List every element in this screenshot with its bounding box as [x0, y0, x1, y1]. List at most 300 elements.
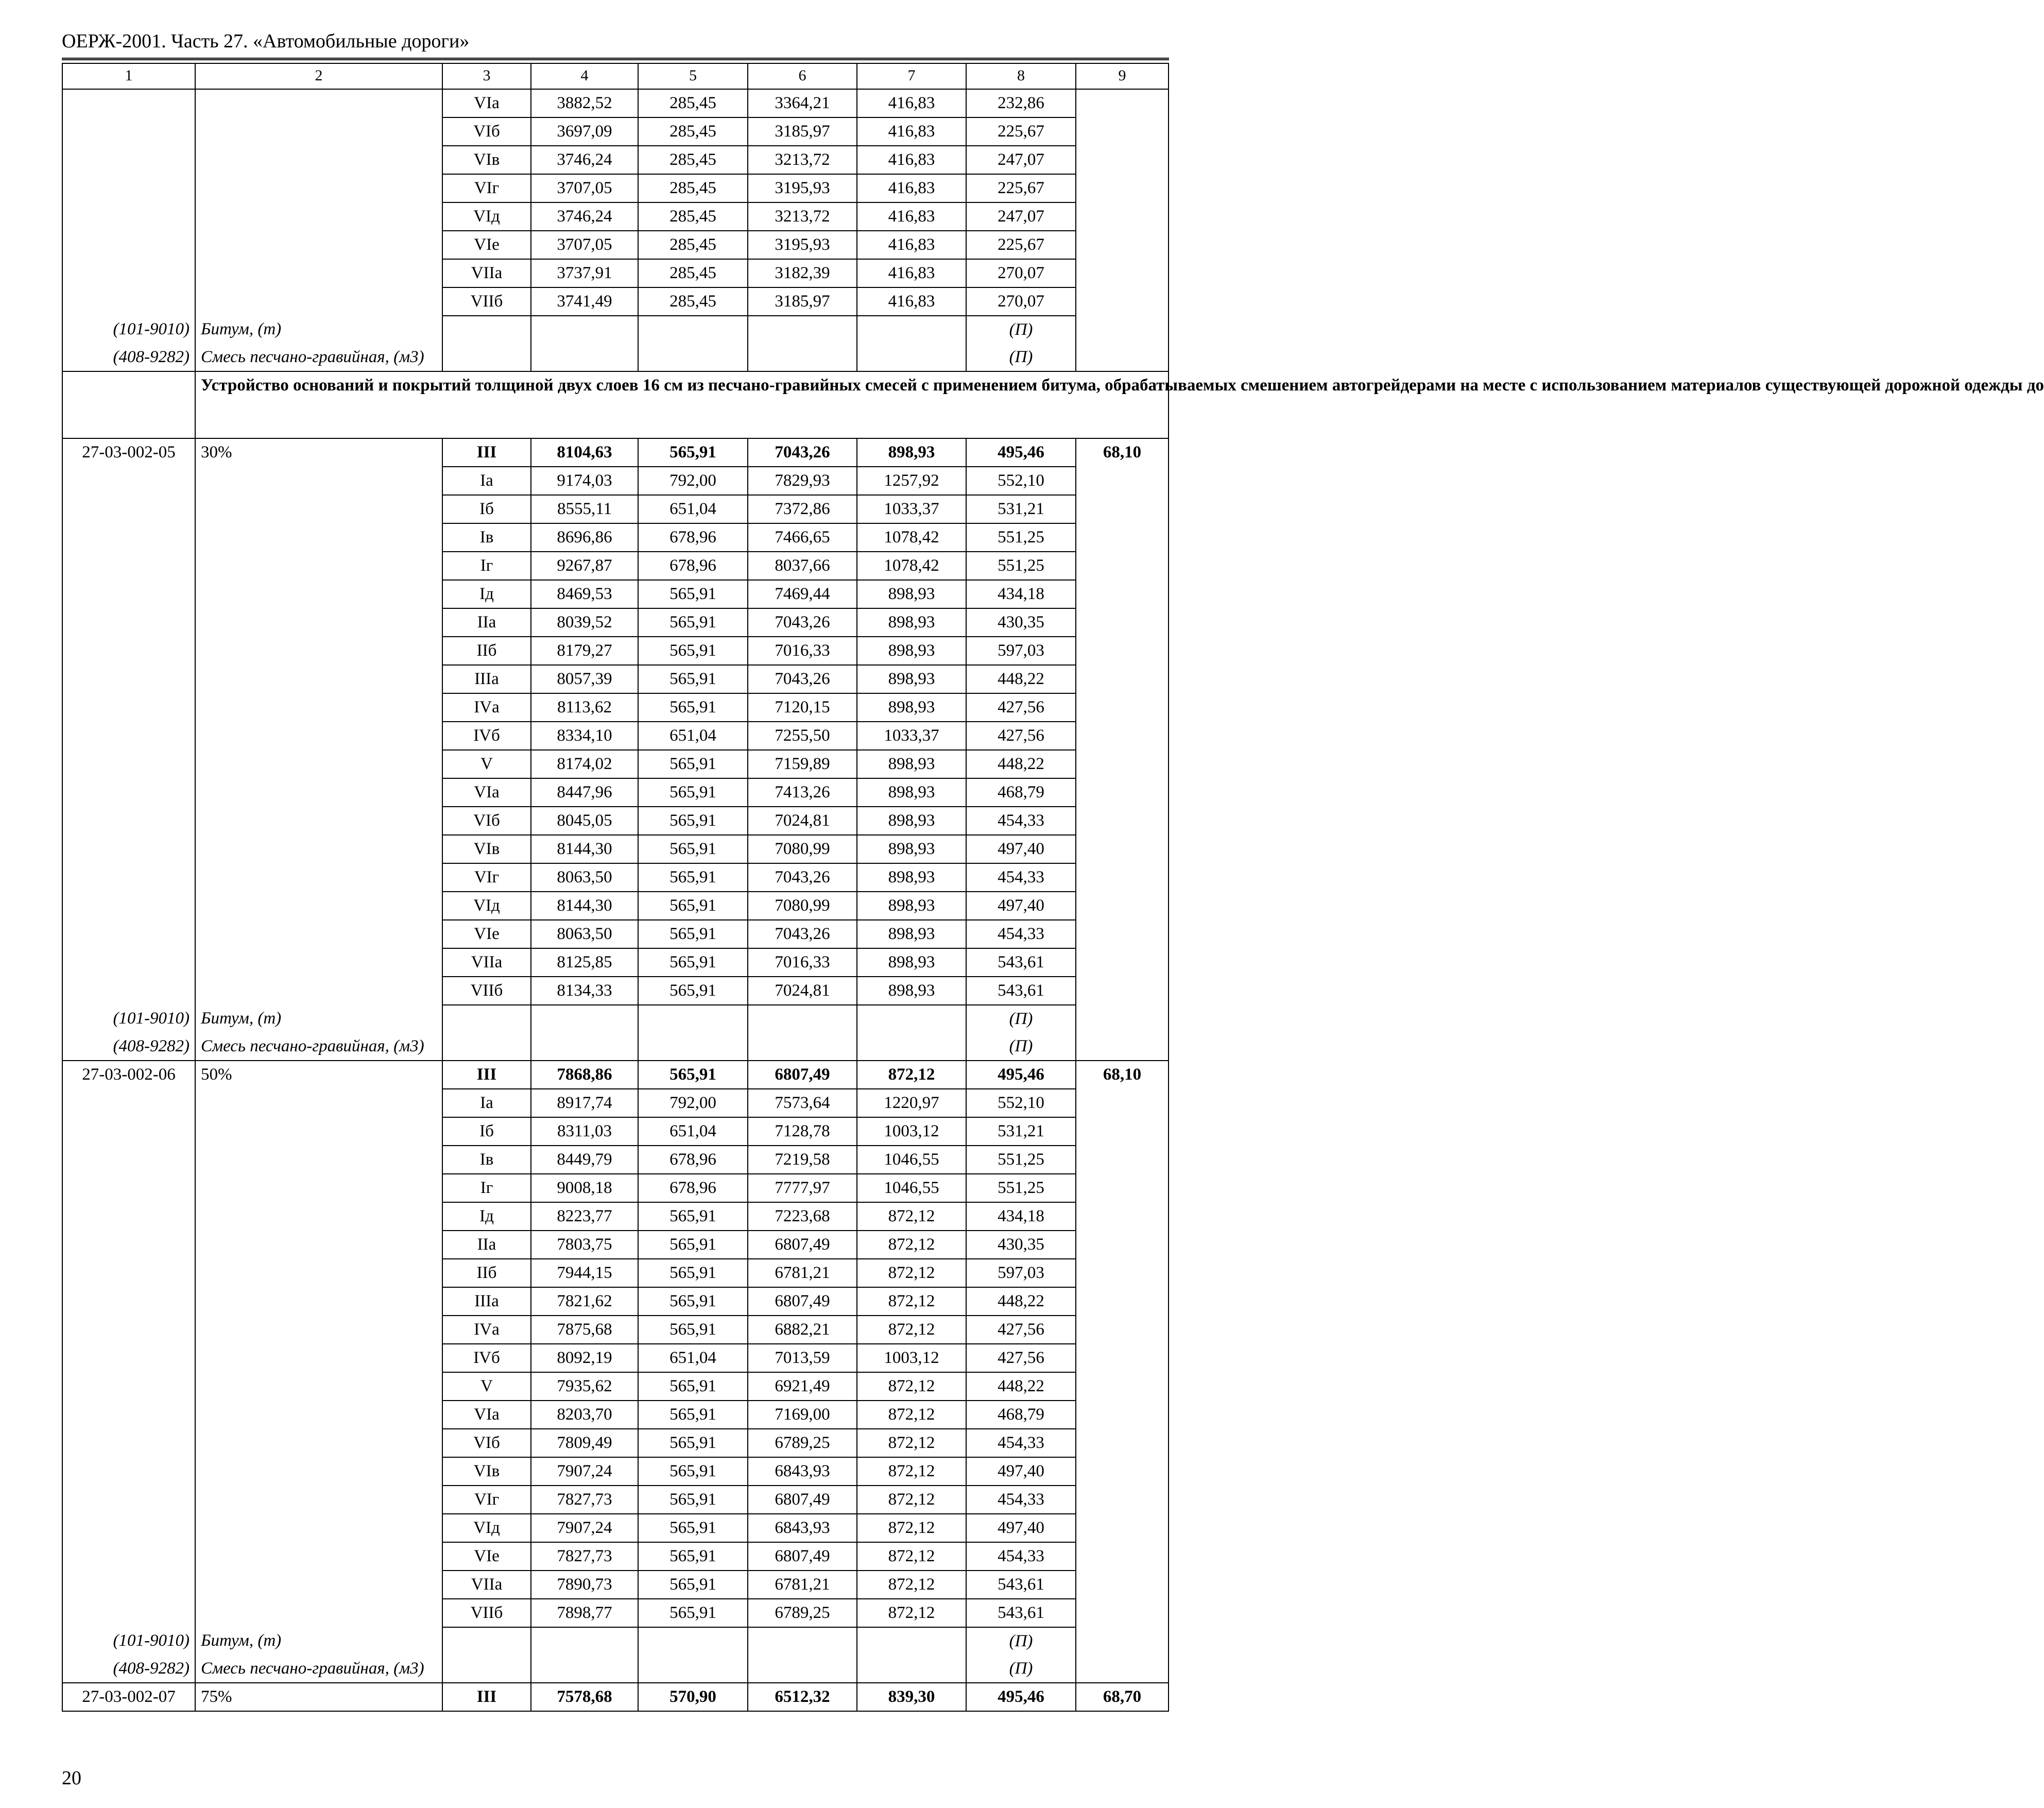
value-cell: 7043,26 — [748, 608, 857, 637]
name-cell — [195, 807, 442, 835]
value-cell: 8125,85 — [531, 948, 638, 977]
code-cell — [62, 1316, 195, 1344]
table-row — [62, 202, 1169, 231]
value-cell: 3707,05 — [531, 231, 638, 259]
value-cell: 9174,03 — [531, 467, 638, 495]
value-cell: 468,79 — [966, 1401, 1076, 1429]
table-row — [62, 693, 1169, 722]
main-row — [62, 1683, 1169, 1711]
value-cell — [857, 1655, 966, 1683]
table-row — [62, 835, 1169, 863]
extra-cell — [1076, 231, 1169, 259]
value-cell: 898,93 — [857, 863, 966, 892]
value-cell: 1033,37 — [857, 722, 966, 750]
value-cell: 232,86 — [966, 89, 1076, 117]
value-cell: 416,83 — [857, 146, 966, 174]
table-row — [62, 863, 1169, 892]
value-cell: 898,93 — [857, 948, 966, 977]
value-cell: 565,91 — [638, 835, 748, 863]
value-cell: 597,03 — [966, 1259, 1076, 1287]
column-number: 5 — [638, 63, 748, 89]
extra-cell — [1076, 287, 1169, 316]
code-cell — [62, 174, 195, 202]
value-cell: 225,67 — [966, 117, 1076, 146]
value-cell: 7372,86 — [748, 495, 857, 523]
column-number: 3 — [442, 63, 531, 89]
extra-cell — [1076, 1117, 1169, 1146]
value-cell: 565,91 — [638, 693, 748, 722]
value-cell: 6807,49 — [748, 1287, 857, 1316]
zone-cell: IIб — [442, 1259, 531, 1287]
value-cell: 285,45 — [638, 259, 748, 287]
extra-cell — [1076, 977, 1169, 1005]
table-row — [62, 750, 1169, 778]
table-row — [62, 807, 1169, 835]
value-cell — [748, 1627, 857, 1655]
material-unit-cell: (П) — [966, 1655, 1076, 1683]
value-cell: 565,91 — [638, 1061, 748, 1089]
extra-cell — [1076, 1174, 1169, 1202]
name-cell — [195, 1486, 442, 1514]
value-cell: 1003,12 — [857, 1344, 966, 1372]
material-code: (408-9282) — [62, 1655, 195, 1683]
value-cell: 247,07 — [966, 146, 1076, 174]
value-cell: 543,61 — [966, 977, 1076, 1005]
code-cell — [62, 467, 195, 495]
extra-cell — [1076, 316, 1169, 344]
value-cell: 543,61 — [966, 1571, 1076, 1599]
zone-cell — [442, 1033, 531, 1061]
value-cell: 270,07 — [966, 259, 1076, 287]
extra-cell — [1076, 1571, 1169, 1599]
value-cell: 551,25 — [966, 523, 1076, 552]
zone-cell: Iб — [442, 495, 531, 523]
value-cell: 3185,97 — [748, 287, 857, 316]
code-cell — [62, 1287, 195, 1316]
value-cell: 565,91 — [638, 1231, 748, 1259]
value-cell: 285,45 — [638, 146, 748, 174]
value-cell: 7821,62 — [531, 1287, 638, 1316]
table-row — [62, 1117, 1169, 1146]
extra-cell — [1076, 344, 1169, 371]
table-row — [62, 89, 1169, 117]
table-row — [62, 259, 1169, 287]
name-cell — [195, 259, 442, 287]
value-cell: 8039,52 — [531, 608, 638, 637]
table-row — [62, 523, 1169, 552]
column-number: 4 — [531, 63, 638, 89]
value-cell: 3182,39 — [748, 259, 857, 287]
value-cell: 247,07 — [966, 202, 1076, 231]
value-cell: 495,46 — [966, 1683, 1076, 1711]
code-cell — [62, 287, 195, 316]
value-cell: 7803,75 — [531, 1231, 638, 1259]
value-cell: 7219,58 — [748, 1146, 857, 1174]
value-cell: 872,12 — [857, 1202, 966, 1231]
extra-cell — [1076, 948, 1169, 977]
value-cell: 416,83 — [857, 287, 966, 316]
code-cell — [62, 146, 195, 174]
zone-cell: IIа — [442, 608, 531, 637]
value-cell: 6789,25 — [748, 1429, 857, 1457]
value-cell: 7777,97 — [748, 1174, 857, 1202]
code-cell — [62, 231, 195, 259]
value-cell: 872,12 — [857, 1542, 966, 1571]
value-cell: 416,83 — [857, 202, 966, 231]
value-cell: 225,67 — [966, 231, 1076, 259]
zone-cell: VIа — [442, 89, 531, 117]
value-cell: 7016,33 — [748, 948, 857, 977]
table-row — [62, 1146, 1169, 1174]
value-cell: 427,56 — [966, 1316, 1076, 1344]
material-row — [62, 1033, 1169, 1061]
value-cell: 872,12 — [857, 1259, 966, 1287]
zone-cell: IIIа — [442, 1287, 531, 1316]
value-cell — [531, 1005, 638, 1033]
value-cell: 7159,89 — [748, 750, 857, 778]
value-cell — [531, 1033, 638, 1061]
main-row — [62, 438, 1169, 467]
extra-cell — [1076, 89, 1169, 117]
zone-cell: VIв — [442, 1457, 531, 1486]
value-cell: 6921,49 — [748, 1372, 857, 1401]
value-cell: 7255,50 — [748, 722, 857, 750]
code-cell — [62, 1429, 195, 1457]
zone-cell: Iг — [442, 552, 531, 580]
value-cell: 8449,79 — [531, 1146, 638, 1174]
value-cell: 551,25 — [966, 1174, 1076, 1202]
value-cell: 285,45 — [638, 231, 748, 259]
value-cell: 454,33 — [966, 863, 1076, 892]
value-cell: 7466,65 — [748, 523, 857, 552]
value-cell: 8696,86 — [531, 523, 638, 552]
zone-cell: Iд — [442, 580, 531, 608]
value-cell: 565,91 — [638, 1457, 748, 1486]
extra-cell — [1076, 722, 1169, 750]
section-title: Устройство оснований и покрытий толщиной двух слоев 16 см из песчано-гравийных смесей с применением битума, обрабатываемых смешением автогрейдерами на месте с использованием материалов существующей дорожной одежды до — [195, 371, 1169, 438]
main-row — [62, 1061, 1169, 1089]
value-cell: 497,40 — [966, 1457, 1076, 1486]
material-row — [62, 1655, 1169, 1683]
name-cell — [195, 778, 442, 807]
value-cell: 651,04 — [638, 495, 748, 523]
page-number: 20 — [62, 1767, 81, 1789]
value-cell: 565,91 — [638, 892, 748, 920]
name-cell — [195, 750, 442, 778]
code-cell — [62, 750, 195, 778]
value-cell: 6843,93 — [748, 1514, 857, 1542]
zone-cell: VIг — [442, 174, 531, 202]
code-cell — [62, 892, 195, 920]
code-cell — [62, 1231, 195, 1259]
value-cell: 454,33 — [966, 807, 1076, 835]
zone-cell: IVб — [442, 1344, 531, 1372]
value-cell: 872,12 — [857, 1571, 966, 1599]
value-cell — [857, 1005, 966, 1033]
value-cell: 6807,49 — [748, 1486, 857, 1514]
extra-cell — [1076, 778, 1169, 807]
zone-cell: VIб — [442, 117, 531, 146]
name-cell — [195, 693, 442, 722]
value-cell — [638, 1655, 748, 1683]
extra-cell — [1076, 863, 1169, 892]
code-cell — [62, 1344, 195, 1372]
extra-value: 68,70 — [1076, 1683, 1169, 1711]
value-cell: 7469,44 — [748, 580, 857, 608]
table-row — [62, 146, 1169, 174]
name-cell — [195, 552, 442, 580]
extra-cell — [1076, 1231, 1169, 1259]
name-cell — [195, 892, 442, 920]
extra-cell — [1076, 523, 1169, 552]
value-cell: 454,33 — [966, 920, 1076, 948]
table-row — [62, 778, 1169, 807]
zone-cell: Iа — [442, 467, 531, 495]
value-cell: 6882,21 — [748, 1316, 857, 1344]
value-cell: 448,22 — [966, 1372, 1076, 1401]
value-cell: 7043,26 — [748, 920, 857, 948]
value-cell: 416,83 — [857, 174, 966, 202]
code-cell — [62, 1174, 195, 1202]
value-cell — [531, 1627, 638, 1655]
table-row — [62, 977, 1169, 1005]
extra-cell — [1076, 1316, 1169, 1344]
zone-cell: VIIа — [442, 1571, 531, 1599]
name-cell — [195, 1316, 442, 1344]
material-name: Битум, (т) — [195, 316, 442, 344]
value-cell: 565,91 — [638, 580, 748, 608]
name-cell — [195, 1344, 442, 1372]
value-cell: 531,21 — [966, 495, 1076, 523]
value-cell: 3697,09 — [531, 117, 638, 146]
zone-cell: VIа — [442, 778, 531, 807]
value-cell: 8174,02 — [531, 750, 638, 778]
extra-cell — [1076, 1089, 1169, 1117]
zone-cell: VIб — [442, 1429, 531, 1457]
value-cell: 427,56 — [966, 722, 1076, 750]
name-cell — [195, 1174, 442, 1202]
value-cell: 7013,59 — [748, 1344, 857, 1372]
value-cell: 6807,49 — [748, 1231, 857, 1259]
value-cell — [531, 1655, 638, 1683]
value-cell — [531, 316, 638, 344]
material-name: Смесь песчано-гравийная, (м3) — [195, 344, 442, 371]
zone-cell: VIд — [442, 892, 531, 920]
value-cell: 448,22 — [966, 1287, 1076, 1316]
zone-cell — [442, 316, 531, 344]
value-cell: 8037,66 — [748, 552, 857, 580]
table-row — [62, 1372, 1169, 1401]
value-cell: 678,96 — [638, 552, 748, 580]
zone-cell: VIа — [442, 1401, 531, 1429]
value-cell: 454,33 — [966, 1429, 1076, 1457]
value-cell: 565,91 — [638, 920, 748, 948]
extra-cell — [1076, 1005, 1169, 1033]
value-cell: 531,21 — [966, 1117, 1076, 1146]
zone-cell — [442, 1655, 531, 1683]
value-cell: 872,12 — [857, 1457, 966, 1486]
value-cell: 416,83 — [857, 89, 966, 117]
value-cell: 7907,24 — [531, 1457, 638, 1486]
value-cell: 225,67 — [966, 174, 1076, 202]
value-cell: 565,91 — [638, 608, 748, 637]
extra-cell — [1076, 1429, 1169, 1457]
value-cell: 872,12 — [857, 1231, 966, 1259]
value-cell: 7573,64 — [748, 1089, 857, 1117]
extra-cell — [1076, 1259, 1169, 1287]
value-cell: 7809,49 — [531, 1429, 638, 1457]
value-cell: 6807,49 — [748, 1061, 857, 1089]
zone-cell: VIе — [442, 920, 531, 948]
zone-cell: VIг — [442, 863, 531, 892]
material-code: (408-9282) — [62, 1033, 195, 1061]
value-cell: 3746,24 — [531, 202, 638, 231]
value-cell: 8134,33 — [531, 977, 638, 1005]
extra-cell — [1076, 259, 1169, 287]
name-cell — [195, 835, 442, 863]
table-row — [62, 1429, 1169, 1457]
rate-code: 27-03-002-07 — [62, 1683, 195, 1711]
value-cell: 1257,92 — [857, 467, 966, 495]
value-cell: 565,91 — [638, 1571, 748, 1599]
code-cell — [62, 1202, 195, 1231]
material-row — [62, 316, 1169, 344]
zone-cell: III — [442, 1683, 531, 1711]
table-row — [62, 1174, 1169, 1202]
name-cell — [195, 1202, 442, 1231]
code-cell — [62, 259, 195, 287]
name-cell — [195, 665, 442, 693]
value-cell: 7827,73 — [531, 1486, 638, 1514]
zone-cell — [442, 344, 531, 371]
value-cell: 7875,68 — [531, 1316, 638, 1344]
value-cell: 872,12 — [857, 1316, 966, 1344]
table-row — [62, 580, 1169, 608]
material-name: Смесь песчано-гравийная, (м3) — [195, 1033, 442, 1061]
extra-cell — [1076, 1202, 1169, 1231]
value-cell: 872,12 — [857, 1514, 966, 1542]
zone-cell: IVб — [442, 722, 531, 750]
value-cell: 3882,52 — [531, 89, 638, 117]
value-cell: 7829,93 — [748, 467, 857, 495]
code-cell — [62, 89, 195, 117]
column-number-row — [62, 63, 1169, 89]
extra-cell — [1076, 835, 1169, 863]
value-cell: 898,93 — [857, 438, 966, 467]
value-cell: 3707,05 — [531, 174, 638, 202]
column-number: 6 — [748, 63, 857, 89]
value-cell: 7827,73 — [531, 1542, 638, 1571]
value-cell: 497,40 — [966, 1514, 1076, 1542]
value-cell: 898,93 — [857, 665, 966, 693]
page-header — [62, 30, 1169, 60]
code-cell — [62, 1089, 195, 1117]
value-cell: 792,00 — [638, 1089, 748, 1117]
value-cell: 6781,21 — [748, 1259, 857, 1287]
value-cell: 872,12 — [857, 1372, 966, 1401]
value-cell: 454,33 — [966, 1542, 1076, 1571]
name-cell — [195, 231, 442, 259]
table-row — [62, 1542, 1169, 1571]
code-cell — [62, 1486, 195, 1514]
value-cell: 468,79 — [966, 778, 1076, 807]
value-cell: 285,45 — [638, 202, 748, 231]
table-row — [62, 1486, 1169, 1514]
name-cell — [195, 1514, 442, 1542]
code-cell — [62, 1259, 195, 1287]
value-cell: 551,25 — [966, 552, 1076, 580]
rate-code: 27-03-002-06 — [62, 1061, 195, 1089]
value-cell: 7016,33 — [748, 637, 857, 665]
value-cell: 898,93 — [857, 580, 966, 608]
value-cell: 7907,24 — [531, 1514, 638, 1542]
code-cell — [62, 807, 195, 835]
extra-cell — [1076, 495, 1169, 523]
name-cell — [195, 1287, 442, 1316]
value-cell: 6781,21 — [748, 1571, 857, 1599]
rate-name: 50% — [195, 1061, 442, 1089]
value-cell: 7578,68 — [531, 1683, 638, 1711]
value-cell: 552,10 — [966, 1089, 1076, 1117]
zone-cell: Iв — [442, 1146, 531, 1174]
zone-cell: IVа — [442, 1316, 531, 1344]
value-cell: 497,40 — [966, 835, 1076, 863]
value-cell: 565,91 — [638, 1401, 748, 1429]
value-cell: 6512,32 — [748, 1683, 857, 1711]
name-cell — [195, 1146, 442, 1174]
zone-cell: III — [442, 1061, 531, 1089]
name-cell — [195, 523, 442, 552]
extra-cell — [1076, 665, 1169, 693]
zone-cell: VIг — [442, 1486, 531, 1514]
value-cell: 8063,50 — [531, 920, 638, 948]
value-cell: 9008,18 — [531, 1174, 638, 1202]
material-unit-cell: (П) — [966, 1005, 1076, 1033]
name-cell — [195, 1599, 442, 1627]
zone-cell — [442, 1005, 531, 1033]
table-row — [62, 1514, 1169, 1542]
value-cell: 427,56 — [966, 693, 1076, 722]
extra-value: 68,10 — [1076, 438, 1169, 467]
value-cell — [857, 1627, 966, 1655]
value-cell: 8045,05 — [531, 807, 638, 835]
value-cell — [748, 344, 857, 371]
value-cell — [531, 344, 638, 371]
value-cell — [638, 344, 748, 371]
value-cell — [748, 316, 857, 344]
value-cell: 565,91 — [638, 977, 748, 1005]
column-number: 9 — [1076, 63, 1169, 89]
value-cell: 8063,50 — [531, 863, 638, 892]
zone-cell: VIIб — [442, 287, 531, 316]
value-cell: 6789,25 — [748, 1599, 857, 1627]
table-row — [62, 231, 1169, 259]
value-cell: 8057,39 — [531, 665, 638, 693]
name-cell — [195, 920, 442, 948]
table-row — [62, 1259, 1169, 1287]
zone-cell: Iв — [442, 523, 531, 552]
table-row — [62, 1571, 1169, 1599]
value-cell: 270,07 — [966, 287, 1076, 316]
value-cell — [748, 1005, 857, 1033]
value-cell — [857, 344, 966, 371]
value-cell: 898,93 — [857, 608, 966, 637]
value-cell — [638, 316, 748, 344]
extra-cell — [1076, 1146, 1169, 1174]
name-cell — [195, 174, 442, 202]
value-cell: 7120,15 — [748, 693, 857, 722]
code-cell — [62, 371, 195, 438]
